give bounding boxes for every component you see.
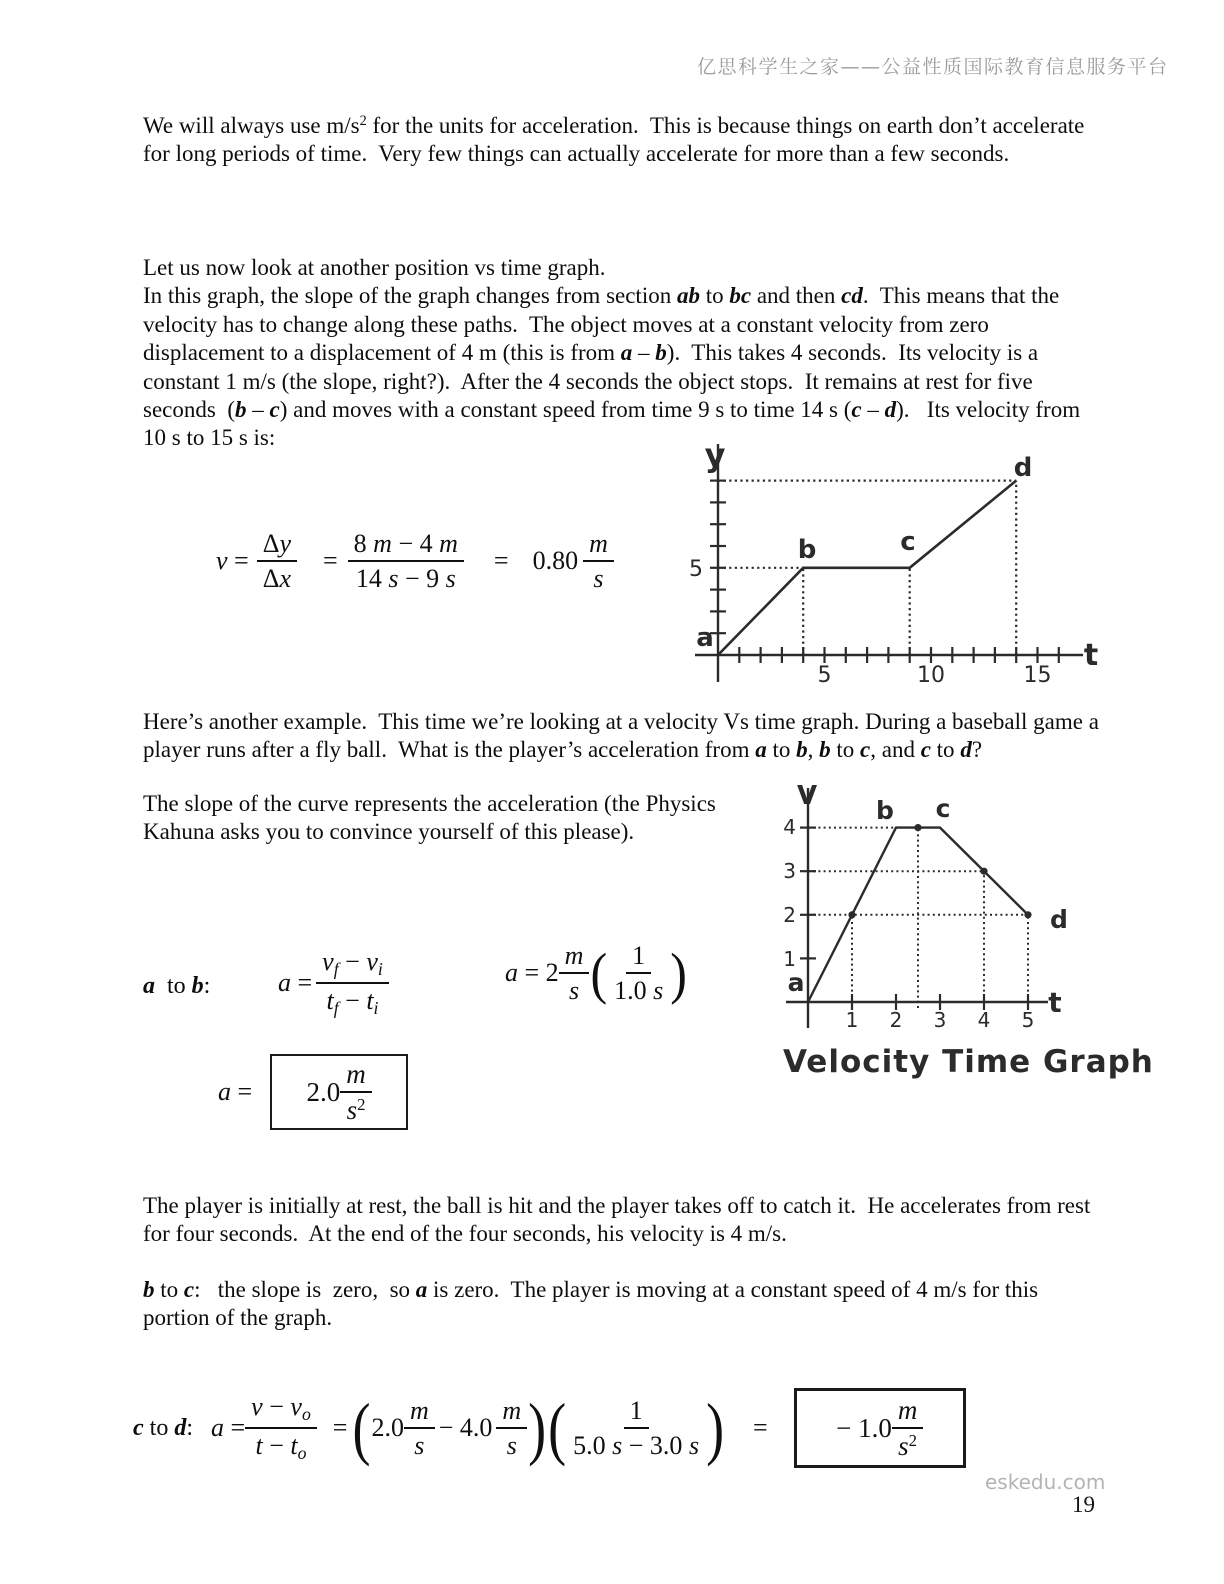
data-point-marker [914,824,921,831]
close-paren: ) [706,1389,725,1467]
paragraph-velocity-graph-intro: Here’s another example. This time we’re looking at a velocity Vs time graph. During a baseball game a player runs after a fly ball. What is the player’s acceleration from a to b, b to c, and c to d? [143,709,1099,763]
x-tick-label-4: 4 [977,1008,991,1032]
y-tick-label-1: 1 [783,947,796,971]
page-number: 19 [1072,1492,1095,1517]
position-time-graph [675,436,1105,696]
eq-lhs: a = [218,1077,253,1106]
paragraph-slope-acceleration: The slope of the curve represents the acceleration (the Physics Kahuna asks you to convince yourself of this please). [143,791,716,845]
eq-term: 2.0 [371,1413,404,1442]
fraction-m-s: $\frac{m}{s}$ [496,1396,527,1460]
paragraph-b-to-c: b to c: the slope is zero, so a is zero. The player is moving at a constant speed of 4 m/s for this portion of the graph. [143,1277,1039,1331]
fraction-1-over-1s: $\frac{1}{1.0 s}$ [614,941,664,1006]
x-tick-label-1: 1 [845,1008,859,1032]
equation-a-to-b-formula [278,947,389,1018]
header-site-text: 亿思科学生之家——公益性质国际教育信息服务平台 [697,56,1169,78]
eq-term: − 4.0 [438,1413,493,1442]
point-label-d: d [1050,905,1068,934]
answer-value: − 1.0 [836,1412,892,1443]
y-tick-label-3: 3 [783,859,796,883]
x-tick-label-10: 10 [917,663,945,688]
equals-sign: = [753,1413,768,1442]
paragraph-player-accelerates: The player is initially at rest, the ball is hit and the player takes off to catch it. He accelerates from rest for four seconds. At the end of the four seconds, his velocity is 4 m/s. [143,1193,1091,1247]
velocity-time-graph [766,776,1106,1048]
x-axis-label: t [1048,986,1062,1019]
answer-box-deceleration [794,1388,966,1468]
fraction-m-s: $\frac{m}{s}$ [583,529,614,593]
equation-c-to-d [133,1388,966,1468]
x-tick-label-5: 5 [817,663,832,688]
point-label-d: d [1013,453,1033,483]
y-axis-label: V [796,781,818,811]
y-tick-label-4: 4 [783,815,796,839]
data-point-marker [980,868,987,875]
eq-result-value: 0.80 [532,546,579,576]
y-tick-label-2: 2 [783,903,796,927]
displacement-curve [718,481,1016,655]
answer-value: 2.0 [306,1076,341,1107]
fraction-m-s2: $\frac{m}{s^2}$ [892,1395,924,1461]
eq-lhs: a = [211,1413,246,1442]
point-label-c: c [935,794,951,823]
data-point-marker [848,911,855,918]
point-label-b: b [876,796,894,825]
point-label-a: a [787,968,805,997]
close-paren: ) [670,940,687,1006]
fraction-m-s: $\frac{m}{s}$ [559,941,590,1005]
close-paren: ) [528,1389,547,1467]
equation-average-velocity [216,529,614,593]
point-label-c: c [900,527,916,557]
fraction-dy-dx: $\frac{\Delta y}{\Delta x}$ [257,529,297,593]
x-tick-label-5: 5 [1021,1008,1035,1032]
equation-a-result [218,1054,408,1130]
eq-lhs: a = [278,967,313,997]
fraction-v-vo: $\frac{v - vo}{t - to}$ [245,1392,317,1463]
point-label-b: b [797,535,817,565]
eq-c-to-d-label: c to d: [133,1414,193,1441]
dotted-guides [808,828,1028,1008]
open-paren: ( [352,1389,371,1467]
x-tick-label-15: 15 [1023,663,1052,688]
point-label-a: a [696,623,714,653]
fraction-m-s2: $\frac{m}{s^2}$ [340,1059,372,1125]
open-paren: ( [590,940,608,1006]
x-tick-label-3: 3 [933,1008,947,1032]
footer-site-link[interactable]: eskedu.com [985,1470,1106,1494]
graph-caption: Velocity Time Graph [783,1044,1154,1080]
equals-sign: = [493,546,509,576]
open-paren: ( [548,1389,567,1467]
data-point-marker [1024,911,1031,918]
paragraph-acceleration-units: We will always use $m/s^2$ for the units for acceleration. This is because things on earth don’t accelerate for long periods of time. Very few things can actually accelerate for more than a few seconds. [143,112,1085,167]
answer-box-acceleration [270,1054,408,1130]
x-tick-label-2: 2 [889,1008,903,1032]
eq-lhs: a = 2 [505,958,559,988]
fraction-m-s: $\frac{m}{s}$ [404,1396,435,1460]
paragraph-position-graph-intro: Let us now look at another position vs time graph. In this graph, the slope of the graph changes from section ab to bc and then cd. This means that the velocity has to change along these paths. The object moves at a constant velocity from zero displacement to a displacement of 4 m (this is from a – b). This takes 4 seconds. Its velocity is a constant 1 m/s (the slope, right?). After the 4 seconds the object stops. It remains at rest for five seconds (b – c) and moves with a constant speed from time 9 s to time 14 s (c – d). Its velocity from 10 s to 15 s is: [143,255,1081,451]
eq-a-to-b-label: a to b: [143,973,211,999]
y-axis-label: y [704,436,726,474]
x-axis-label: t [1083,638,1099,673]
fraction-8m-4m: $\frac{8 m - 4 m}{14 s - 9 s}$ [348,529,464,593]
equals-sign: = [323,546,338,576]
fraction-1-over-dt: $\frac{1}{5.0 s - 3.0 s}$ [573,1395,700,1460]
y-tick-label-5: 5 [689,557,703,582]
fraction-vf-vi: $\frac{vf - vi}{tf - ti}$ [316,947,389,1018]
equals-sign: = [332,1413,348,1442]
equation-a-to-b-values [505,941,688,1005]
eq-lhs: v = [216,546,249,576]
